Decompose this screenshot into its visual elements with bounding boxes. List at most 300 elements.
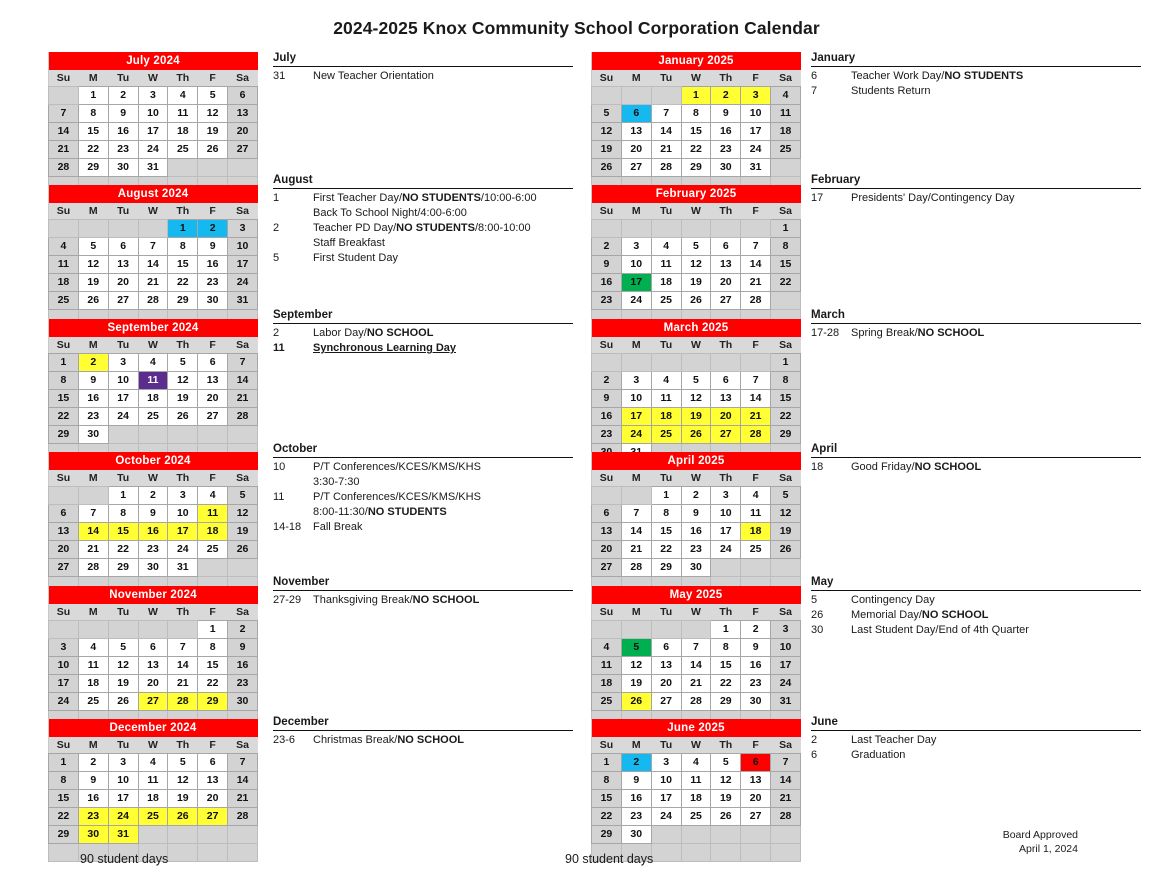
day-cell[interactable]: 14 bbox=[741, 390, 771, 408]
day-cell[interactable]: 6 bbox=[711, 238, 741, 256]
day-cell-highlighted[interactable]: 18 bbox=[198, 523, 228, 541]
day-cell[interactable]: 30 bbox=[198, 292, 228, 310]
day-cell[interactable]: 12 bbox=[681, 256, 711, 274]
day-cell[interactable]: 12 bbox=[771, 505, 801, 523]
day-cell[interactable]: 12 bbox=[621, 657, 651, 675]
day-cell[interactable]: 30 bbox=[108, 159, 138, 177]
day-cell[interactable]: 23 bbox=[108, 141, 138, 159]
day-cell[interactable]: 16 bbox=[741, 657, 771, 675]
day-cell[interactable]: 31 bbox=[741, 159, 771, 177]
day-cell[interactable]: 4 bbox=[651, 372, 681, 390]
day-cell[interactable]: 14 bbox=[681, 657, 711, 675]
day-cell[interactable]: 31 bbox=[138, 159, 168, 177]
day-cell[interactable]: 7 bbox=[49, 105, 79, 123]
day-cell[interactable]: 20 bbox=[108, 274, 138, 292]
day-cell[interactable]: 16 bbox=[681, 523, 711, 541]
day-cell[interactable]: 25 bbox=[78, 693, 108, 711]
day-cell[interactable]: 12 bbox=[592, 123, 622, 141]
day-cell[interactable]: 10 bbox=[138, 105, 168, 123]
day-cell[interactable]: 29 bbox=[78, 159, 108, 177]
day-cell[interactable]: 18 bbox=[78, 675, 108, 693]
day-cell[interactable]: 1 bbox=[49, 754, 79, 772]
day-cell[interactable]: 29 bbox=[681, 159, 711, 177]
day-cell[interactable]: 18 bbox=[138, 790, 168, 808]
day-cell[interactable]: 14 bbox=[741, 256, 771, 274]
day-cell[interactable]: 4 bbox=[138, 754, 168, 772]
day-cell[interactable]: 22 bbox=[49, 808, 79, 826]
day-cell[interactable]: 28 bbox=[138, 292, 168, 310]
day-cell[interactable]: 16 bbox=[592, 274, 622, 292]
day-cell[interactable]: 13 bbox=[198, 772, 228, 790]
day-cell[interactable]: 19 bbox=[592, 141, 622, 159]
day-cell[interactable]: 17 bbox=[228, 256, 258, 274]
day-cell[interactable]: 27 bbox=[592, 559, 622, 577]
day-cell[interactable]: 27 bbox=[711, 292, 741, 310]
day-cell[interactable]: 15 bbox=[771, 256, 801, 274]
day-cell[interactable]: 13 bbox=[741, 772, 771, 790]
day-cell[interactable]: 7 bbox=[771, 754, 801, 772]
day-cell[interactable]: 18 bbox=[168, 123, 198, 141]
day-cell[interactable]: 1 bbox=[49, 354, 79, 372]
day-cell[interactable]: 27 bbox=[228, 141, 258, 159]
day-cell[interactable]: 6 bbox=[198, 354, 228, 372]
day-cell[interactable]: 21 bbox=[168, 675, 198, 693]
day-cell[interactable]: 3 bbox=[168, 487, 198, 505]
day-cell[interactable]: 2 bbox=[681, 487, 711, 505]
day-cell[interactable]: 23 bbox=[681, 541, 711, 559]
day-cell[interactable]: 28 bbox=[78, 559, 108, 577]
day-cell[interactable]: 7 bbox=[168, 639, 198, 657]
day-cell[interactable]: 19 bbox=[108, 675, 138, 693]
day-cell[interactable]: 16 bbox=[198, 256, 228, 274]
day-cell[interactable]: 9 bbox=[108, 105, 138, 123]
day-cell[interactable]: 15 bbox=[592, 790, 622, 808]
day-cell[interactable]: 15 bbox=[168, 256, 198, 274]
day-cell[interactable]: 21 bbox=[651, 141, 681, 159]
day-cell[interactable]: 4 bbox=[651, 238, 681, 256]
day-cell-highlighted[interactable]: 5 bbox=[621, 639, 651, 657]
day-cell[interactable]: 17 bbox=[651, 790, 681, 808]
day-cell[interactable]: 31 bbox=[228, 292, 258, 310]
day-cell[interactable]: 13 bbox=[108, 256, 138, 274]
day-cell[interactable]: 11 bbox=[592, 657, 622, 675]
day-cell[interactable]: 14 bbox=[228, 772, 258, 790]
day-cell[interactable]: 5 bbox=[168, 354, 198, 372]
day-cell-highlighted[interactable]: 6 bbox=[741, 754, 771, 772]
day-cell[interactable]: 11 bbox=[78, 657, 108, 675]
day-cell[interactable]: 27 bbox=[741, 808, 771, 826]
day-cell[interactable]: 21 bbox=[228, 390, 258, 408]
day-cell[interactable]: 3 bbox=[771, 621, 801, 639]
day-cell[interactable]: 17 bbox=[108, 390, 138, 408]
day-cell[interactable]: 12 bbox=[198, 105, 228, 123]
day-cell[interactable]: 13 bbox=[621, 123, 651, 141]
day-cell[interactable]: 4 bbox=[592, 639, 622, 657]
day-cell[interactable]: 25 bbox=[741, 541, 771, 559]
day-cell[interactable]: 19 bbox=[621, 675, 651, 693]
day-cell[interactable]: 28 bbox=[771, 808, 801, 826]
day-cell[interactable]: 21 bbox=[228, 790, 258, 808]
day-cell[interactable]: 13 bbox=[49, 523, 79, 541]
day-cell[interactable]: 12 bbox=[228, 505, 258, 523]
day-cell[interactable]: 14 bbox=[771, 772, 801, 790]
day-cell[interactable]: 24 bbox=[228, 274, 258, 292]
day-cell[interactable]: 26 bbox=[771, 541, 801, 559]
day-cell[interactable]: 14 bbox=[651, 123, 681, 141]
day-cell-highlighted[interactable]: 1 bbox=[681, 87, 711, 105]
day-cell[interactable]: 25 bbox=[49, 292, 79, 310]
day-cell[interactable]: 18 bbox=[138, 390, 168, 408]
day-cell[interactable]: 22 bbox=[49, 408, 79, 426]
day-cell[interactable]: 24 bbox=[138, 141, 168, 159]
day-cell[interactable]: 6 bbox=[592, 505, 622, 523]
day-cell[interactable]: 10 bbox=[228, 238, 258, 256]
day-cell[interactable]: 13 bbox=[198, 372, 228, 390]
day-cell-highlighted[interactable]: 29 bbox=[198, 693, 228, 711]
day-cell[interactable]: 11 bbox=[681, 772, 711, 790]
day-cell[interactable]: 9 bbox=[681, 505, 711, 523]
day-cell[interactable]: 10 bbox=[651, 772, 681, 790]
day-cell[interactable]: 4 bbox=[198, 487, 228, 505]
day-cell[interactable]: 1 bbox=[711, 621, 741, 639]
day-cell[interactable]: 9 bbox=[711, 105, 741, 123]
day-cell[interactable]: 26 bbox=[108, 693, 138, 711]
day-cell[interactable]: 2 bbox=[741, 621, 771, 639]
day-cell[interactable]: 3 bbox=[138, 87, 168, 105]
day-cell-highlighted[interactable]: 27 bbox=[711, 426, 741, 444]
day-cell[interactable]: 23 bbox=[621, 808, 651, 826]
day-cell[interactable]: 4 bbox=[138, 354, 168, 372]
day-cell[interactable]: 6 bbox=[228, 87, 258, 105]
day-cell[interactable]: 8 bbox=[49, 372, 79, 390]
day-cell[interactable]: 15 bbox=[198, 657, 228, 675]
day-cell-highlighted[interactable]: 2 bbox=[711, 87, 741, 105]
day-cell-highlighted[interactable]: 14 bbox=[78, 523, 108, 541]
day-cell[interactable]: 22 bbox=[168, 274, 198, 292]
day-cell[interactable]: 19 bbox=[198, 123, 228, 141]
day-cell[interactable]: 5 bbox=[681, 372, 711, 390]
day-cell[interactable]: 6 bbox=[711, 372, 741, 390]
day-cell[interactable]: 19 bbox=[711, 790, 741, 808]
day-cell[interactable]: 10 bbox=[621, 256, 651, 274]
day-cell[interactable]: 1 bbox=[108, 487, 138, 505]
day-cell[interactable]: 20 bbox=[711, 274, 741, 292]
day-cell[interactable]: 16 bbox=[621, 790, 651, 808]
day-cell[interactable]: 4 bbox=[741, 487, 771, 505]
day-cell[interactable]: 8 bbox=[49, 772, 79, 790]
day-cell[interactable]: 7 bbox=[741, 372, 771, 390]
day-cell-highlighted[interactable]: 26 bbox=[168, 808, 198, 826]
day-cell[interactable]: 19 bbox=[771, 523, 801, 541]
day-cell[interactable]: 19 bbox=[681, 274, 711, 292]
day-cell[interactable]: 29 bbox=[168, 292, 198, 310]
day-cell[interactable]: 30 bbox=[741, 693, 771, 711]
day-cell[interactable]: 19 bbox=[78, 274, 108, 292]
day-cell[interactable]: 28 bbox=[681, 693, 711, 711]
day-cell[interactable]: 6 bbox=[49, 505, 79, 523]
day-cell[interactable]: 18 bbox=[651, 274, 681, 292]
day-cell[interactable]: 25 bbox=[198, 541, 228, 559]
day-cell[interactable]: 28 bbox=[621, 559, 651, 577]
day-cell[interactable]: 8 bbox=[771, 372, 801, 390]
day-cell[interactable]: 27 bbox=[621, 159, 651, 177]
day-cell[interactable]: 9 bbox=[592, 390, 622, 408]
day-cell[interactable]: 15 bbox=[681, 123, 711, 141]
day-cell[interactable]: 3 bbox=[651, 754, 681, 772]
day-cell[interactable]: 15 bbox=[49, 790, 79, 808]
day-cell[interactable]: 6 bbox=[108, 238, 138, 256]
day-cell-highlighted[interactable]: 20 bbox=[711, 408, 741, 426]
day-cell-highlighted[interactable]: 28 bbox=[168, 693, 198, 711]
day-cell[interactable]: 24 bbox=[49, 693, 79, 711]
day-cell[interactable]: 8 bbox=[592, 772, 622, 790]
day-cell[interactable]: 11 bbox=[741, 505, 771, 523]
day-cell[interactable]: 7 bbox=[78, 505, 108, 523]
day-cell[interactable]: 29 bbox=[108, 559, 138, 577]
day-cell-highlighted[interactable]: 28 bbox=[741, 426, 771, 444]
day-cell[interactable]: 23 bbox=[711, 141, 741, 159]
day-cell[interactable]: 28 bbox=[741, 292, 771, 310]
day-cell[interactable]: 23 bbox=[592, 426, 622, 444]
day-cell[interactable]: 24 bbox=[108, 408, 138, 426]
day-cell[interactable]: 12 bbox=[711, 772, 741, 790]
day-cell[interactable]: 30 bbox=[228, 693, 258, 711]
day-cell[interactable]: 4 bbox=[168, 87, 198, 105]
day-cell[interactable]: 20 bbox=[198, 390, 228, 408]
day-cell-highlighted[interactable]: 30 bbox=[78, 826, 108, 844]
day-cell[interactable]: 8 bbox=[198, 639, 228, 657]
day-cell[interactable]: 17 bbox=[771, 657, 801, 675]
day-cell[interactable]: 10 bbox=[771, 639, 801, 657]
day-cell[interactable]: 3 bbox=[108, 354, 138, 372]
day-cell[interactable]: 10 bbox=[711, 505, 741, 523]
day-cell[interactable]: 17 bbox=[49, 675, 79, 693]
day-cell[interactable]: 3 bbox=[108, 754, 138, 772]
day-cell[interactable]: 29 bbox=[49, 426, 79, 444]
day-cell[interactable]: 22 bbox=[771, 408, 801, 426]
day-cell[interactable]: 19 bbox=[168, 390, 198, 408]
day-cell-highlighted[interactable]: 16 bbox=[138, 523, 168, 541]
day-cell-highlighted[interactable]: 23 bbox=[78, 808, 108, 826]
day-cell[interactable]: 1 bbox=[771, 354, 801, 372]
day-cell-highlighted[interactable]: 17 bbox=[621, 274, 651, 292]
day-cell[interactable]: 13 bbox=[651, 657, 681, 675]
day-cell[interactable]: 23 bbox=[138, 541, 168, 559]
day-cell[interactable]: 12 bbox=[681, 390, 711, 408]
day-cell[interactable]: 17 bbox=[108, 790, 138, 808]
day-cell[interactable]: 5 bbox=[228, 487, 258, 505]
day-cell[interactable]: 25 bbox=[771, 141, 801, 159]
day-cell[interactable]: 16 bbox=[78, 390, 108, 408]
day-cell[interactable]: 5 bbox=[771, 487, 801, 505]
day-cell[interactable]: 7 bbox=[138, 238, 168, 256]
day-cell[interactable]: 20 bbox=[621, 141, 651, 159]
day-cell[interactable]: 26 bbox=[711, 808, 741, 826]
day-cell[interactable]: 29 bbox=[651, 559, 681, 577]
day-cell[interactable]: 5 bbox=[681, 238, 711, 256]
day-cell-highlighted[interactable]: 25 bbox=[138, 808, 168, 826]
day-cell[interactable]: 9 bbox=[592, 256, 622, 274]
day-cell-highlighted[interactable]: 18 bbox=[651, 408, 681, 426]
day-cell[interactable]: 30 bbox=[138, 559, 168, 577]
day-cell[interactable]: 26 bbox=[78, 292, 108, 310]
day-cell[interactable]: 20 bbox=[741, 790, 771, 808]
day-cell[interactable]: 25 bbox=[138, 408, 168, 426]
day-cell[interactable]: 30 bbox=[711, 159, 741, 177]
day-cell[interactable]: 24 bbox=[621, 292, 651, 310]
day-cell[interactable]: 26 bbox=[592, 159, 622, 177]
day-cell[interactable]: 19 bbox=[168, 790, 198, 808]
day-cell[interactable]: 7 bbox=[228, 354, 258, 372]
day-cell[interactable]: 24 bbox=[771, 675, 801, 693]
day-cell[interactable]: 15 bbox=[771, 390, 801, 408]
day-cell[interactable]: 22 bbox=[681, 141, 711, 159]
day-cell[interactable]: 20 bbox=[49, 541, 79, 559]
day-cell[interactable]: 5 bbox=[108, 639, 138, 657]
day-cell[interactable]: 23 bbox=[228, 675, 258, 693]
day-cell[interactable]: 16 bbox=[78, 790, 108, 808]
day-cell[interactable]: 11 bbox=[651, 256, 681, 274]
day-cell[interactable]: 10 bbox=[49, 657, 79, 675]
day-cell-highlighted[interactable]: 24 bbox=[621, 426, 651, 444]
day-cell-highlighted[interactable]: 1 bbox=[168, 220, 198, 238]
day-cell[interactable]: 9 bbox=[138, 505, 168, 523]
day-cell[interactable]: 8 bbox=[168, 238, 198, 256]
day-cell-highlighted[interactable]: 2 bbox=[198, 220, 228, 238]
day-cell[interactable]: 26 bbox=[228, 541, 258, 559]
day-cell[interactable]: 16 bbox=[228, 657, 258, 675]
day-cell[interactable]: 24 bbox=[651, 808, 681, 826]
day-cell[interactable]: 22 bbox=[198, 675, 228, 693]
day-cell[interactable]: 16 bbox=[711, 123, 741, 141]
day-cell[interactable]: 7 bbox=[651, 105, 681, 123]
day-cell[interactable]: 16 bbox=[108, 123, 138, 141]
day-cell[interactable]: 13 bbox=[711, 390, 741, 408]
day-cell[interactable]: 11 bbox=[49, 256, 79, 274]
day-cell-highlighted[interactable]: 31 bbox=[108, 826, 138, 844]
day-cell[interactable]: 20 bbox=[198, 790, 228, 808]
day-cell[interactable]: 29 bbox=[592, 826, 622, 844]
day-cell[interactable]: 5 bbox=[168, 754, 198, 772]
day-cell-highlighted[interactable]: 19 bbox=[681, 408, 711, 426]
day-cell[interactable]: 18 bbox=[681, 790, 711, 808]
day-cell-highlighted[interactable]: 2 bbox=[78, 354, 108, 372]
day-cell-highlighted[interactable]: 26 bbox=[681, 426, 711, 444]
day-cell[interactable]: 1 bbox=[592, 754, 622, 772]
day-cell[interactable]: 22 bbox=[78, 141, 108, 159]
day-cell[interactable]: 1 bbox=[78, 87, 108, 105]
day-cell-highlighted[interactable]: 21 bbox=[741, 408, 771, 426]
day-cell[interactable]: 21 bbox=[49, 141, 79, 159]
day-cell[interactable]: 27 bbox=[49, 559, 79, 577]
day-cell[interactable]: 29 bbox=[49, 826, 79, 844]
day-cell[interactable]: 2 bbox=[78, 754, 108, 772]
day-cell[interactable]: 5 bbox=[78, 238, 108, 256]
day-cell[interactable]: 24 bbox=[711, 541, 741, 559]
day-cell[interactable]: 2 bbox=[108, 87, 138, 105]
day-cell[interactable]: 18 bbox=[49, 274, 79, 292]
day-cell-highlighted[interactable]: 2 bbox=[621, 754, 651, 772]
day-cell[interactable]: 17 bbox=[741, 123, 771, 141]
day-cell[interactable]: 21 bbox=[78, 541, 108, 559]
day-cell[interactable]: 28 bbox=[228, 808, 258, 826]
day-cell[interactable]: 21 bbox=[681, 675, 711, 693]
day-cell[interactable]: 22 bbox=[651, 541, 681, 559]
day-cell[interactable]: 23 bbox=[198, 274, 228, 292]
day-cell-highlighted[interactable]: 27 bbox=[198, 808, 228, 826]
day-cell[interactable]: 14 bbox=[228, 372, 258, 390]
day-cell[interactable]: 24 bbox=[168, 541, 198, 559]
day-cell[interactable]: 28 bbox=[651, 159, 681, 177]
day-cell[interactable]: 9 bbox=[621, 772, 651, 790]
day-cell-highlighted[interactable]: 26 bbox=[621, 693, 651, 711]
day-cell[interactable]: 30 bbox=[621, 826, 651, 844]
day-cell[interactable]: 13 bbox=[138, 657, 168, 675]
day-cell[interactable]: 27 bbox=[651, 693, 681, 711]
day-cell[interactable]: 3 bbox=[621, 372, 651, 390]
day-cell[interactable]: 7 bbox=[621, 505, 651, 523]
day-cell[interactable]: 6 bbox=[138, 639, 168, 657]
day-cell[interactable]: 24 bbox=[741, 141, 771, 159]
day-cell[interactable]: 20 bbox=[651, 675, 681, 693]
day-cell[interactable]: 29 bbox=[771, 426, 801, 444]
day-cell[interactable]: 25 bbox=[651, 292, 681, 310]
day-cell[interactable]: 21 bbox=[138, 274, 168, 292]
day-cell[interactable]: 8 bbox=[108, 505, 138, 523]
day-cell[interactable]: 1 bbox=[771, 220, 801, 238]
day-cell[interactable]: 4 bbox=[681, 754, 711, 772]
day-cell[interactable]: 11 bbox=[651, 390, 681, 408]
day-cell[interactable]: 14 bbox=[138, 256, 168, 274]
day-cell[interactable]: 27 bbox=[198, 408, 228, 426]
day-cell[interactable]: 12 bbox=[168, 772, 198, 790]
day-cell-highlighted[interactable]: 24 bbox=[108, 808, 138, 826]
day-cell[interactable]: 23 bbox=[741, 675, 771, 693]
day-cell[interactable]: 5 bbox=[592, 105, 622, 123]
day-cell[interactable]: 1 bbox=[651, 487, 681, 505]
day-cell[interactable]: 8 bbox=[651, 505, 681, 523]
day-cell[interactable]: 8 bbox=[771, 238, 801, 256]
day-cell[interactable]: 10 bbox=[108, 772, 138, 790]
day-cell[interactable]: 18 bbox=[592, 675, 622, 693]
day-cell[interactable]: 15 bbox=[711, 657, 741, 675]
day-cell[interactable]: 15 bbox=[651, 523, 681, 541]
day-cell[interactable]: 31 bbox=[771, 693, 801, 711]
day-cell[interactable]: 22 bbox=[711, 675, 741, 693]
day-cell[interactable]: 25 bbox=[681, 808, 711, 826]
day-cell[interactable]: 14 bbox=[168, 657, 198, 675]
day-cell[interactable]: 13 bbox=[228, 105, 258, 123]
day-cell-highlighted[interactable]: 25 bbox=[651, 426, 681, 444]
day-cell[interactable]: 5 bbox=[198, 87, 228, 105]
day-cell[interactable]: 2 bbox=[228, 621, 258, 639]
day-cell[interactable]: 11 bbox=[168, 105, 198, 123]
day-cell[interactable]: 8 bbox=[711, 639, 741, 657]
day-cell[interactable]: 10 bbox=[621, 390, 651, 408]
day-cell[interactable]: 8 bbox=[78, 105, 108, 123]
day-cell[interactable]: 18 bbox=[771, 123, 801, 141]
day-cell[interactable]: 13 bbox=[592, 523, 622, 541]
day-cell[interactable]: 25 bbox=[168, 141, 198, 159]
day-cell-highlighted[interactable]: 15 bbox=[108, 523, 138, 541]
day-cell[interactable]: 12 bbox=[168, 372, 198, 390]
day-cell[interactable]: 4 bbox=[771, 87, 801, 105]
day-cell[interactable]: 9 bbox=[78, 372, 108, 390]
day-cell[interactable]: 25 bbox=[592, 693, 622, 711]
day-cell[interactable]: 26 bbox=[681, 292, 711, 310]
day-cell[interactable]: 9 bbox=[741, 639, 771, 657]
day-cell[interactable]: 3 bbox=[49, 639, 79, 657]
